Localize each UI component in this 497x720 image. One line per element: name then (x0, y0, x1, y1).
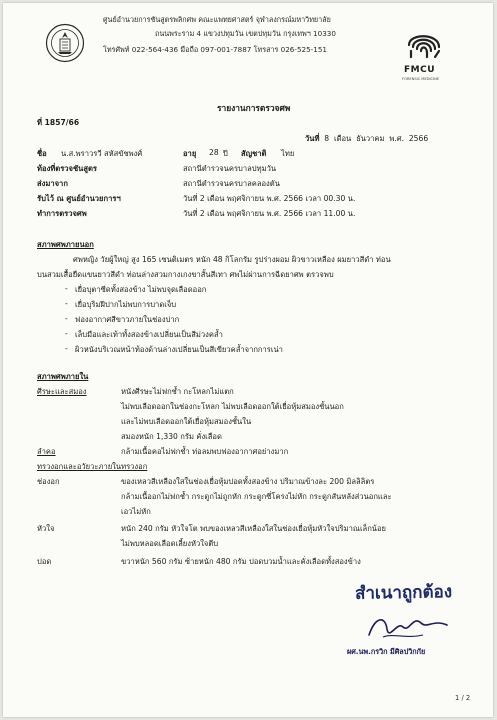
field-nationality-value: ไทย (281, 149, 295, 158)
field-age-unit: ปี (223, 149, 228, 158)
header-line-3: โทรศัพท์ 022-564-436 มือถือ 097-001-7887 โทรสาร 026-525-151 (103, 45, 327, 54)
external-paragraph-line-1: ศพหญิง วัยผู้ใหญ่ สูง 165 เซนติเมตร หนัก 48 กิโลกรัม รูปร่างผอม ผิวขาวเหลือง ผมยาวสีดำ ท่อน (73, 255, 391, 264)
date-year-label: พ.ศ. (389, 134, 405, 143)
neck-line: กล้ามเนื้อคอไม่ฟกช้ำ ท่อลมพบฟองอากาศอย่างมาก (121, 447, 289, 456)
chest-cavity-line: กล้ามเนื้ออกไม่ฟกช้ำ กระดูกไม่ถูกหัก กระดูกซี่โครงไม่หัก กระดูกสันหลังส่วนอกและ (121, 492, 392, 501)
university-seal-icon (45, 23, 85, 63)
internal-heading: สภาพศพภายใน (37, 372, 89, 381)
field-jurisdiction-value: สถานีตำรวจนครบาลปทุมวัน (183, 164, 277, 173)
head-brain-line: หนังศีรษะไม่ฟกช้ำ กะโหลกไม่แตก (121, 387, 234, 396)
field-nationality-label: สัญชาติ (241, 149, 267, 158)
lung-line: ขวาหนัก 560 กรัม ซ้ายหนัก 480 กรัม ปอดบวมน้ำและคั่งเลือดทั้งสองข้าง (121, 557, 361, 566)
page-number: 1 / 2 (455, 694, 471, 702)
field-sent-from-label: ส่งมาจาก (37, 179, 68, 188)
signature-name: ผศ.นพ.กรวิก มีศิลปวิกกัย (347, 647, 426, 656)
external-bullet: - เยื่อบุริมฝีปากไม่พบการบาดเจ็บ (75, 299, 176, 311)
date-month: ธันวาคม (356, 134, 385, 143)
head-brain-line: ไม่พบเลือดออกในช่องกะโหลก ไม่พบเลือดออกใต้เยื่อหุ้มสมองชั้นนอก (121, 402, 344, 411)
report-title: รายงานการตรวจศพ (217, 103, 291, 113)
field-age-label: อายุ (183, 149, 197, 158)
external-heading: สภาพศพภายนอก (37, 240, 94, 249)
external-bullet: - เล็บมือและเท้าทั้งสองข้างเปลี่ยนเป็นสีม่วงคล้ำ (75, 329, 223, 341)
external-bullet: - เยื่อบุตาซีดทั้งสองข้าง ไม่พบจุดเลือดออก (75, 284, 206, 296)
heart-line: หนัก 240 กรัม หัวใจโต พบของเหลวสีเหลืองใสในช่องเยื่อหุ้มหัวใจปริมาณเล็กน้อย (121, 524, 386, 533)
fmcu-logo-text: FMCU (404, 65, 436, 75)
head-brain-label: ศีรษะและสมอง (37, 387, 87, 396)
field-sent-from-value: สถานีตำรวจนครบาลคลองตัน (183, 179, 280, 188)
fmcu-logo-subtext: FORENSIC MEDICINE (402, 77, 440, 81)
heart-label: หัวใจ (37, 524, 55, 533)
field-name-value: น.ส.พราวรวี สหัสขัชพงศ์ (61, 149, 143, 158)
date-day: 8 (324, 134, 330, 143)
field-jurisdiction-label: ท้องที่ตรวจชันสูตร (37, 164, 97, 173)
date-month-label: เดือน (333, 134, 352, 143)
header-line-2: ถนนพระราม 4 แขวงปทุมวัน เขตปทุมวัน กรุงเทพฯ 10330 (155, 29, 336, 38)
head-brain-line: และไม่พบเลือดออกใต้เยื่อหุ้มสมองชั้นใน (121, 417, 252, 426)
signature-scribble-icon (363, 607, 453, 647)
field-received-value: วันที่ 2 เดือน พฤศจิกายน พ.ศ. 2566 เวลา 00.30 น. (183, 194, 356, 203)
date-year: 2566 (408, 134, 429, 143)
document-number: ที่ 1857/66 (37, 118, 80, 127)
field-exam-value: วันที่ 2 เดือน พฤศจิกายน พ.ศ. 2566 เวลา 11.00 น. (183, 209, 356, 218)
field-exam-label: ทำการตรวจศพ (37, 209, 87, 218)
chest-heading: ทรวงอกและอวัยวะภายในทรวงอก (37, 462, 148, 471)
external-bullet: - ฟองอากาศสีขาวภายในช่องปาก (75, 314, 179, 326)
header-line-1: ศูนย์อำนวยการชันสูตรพลิกศพ คณะแพทยศาสตร์ จุฬาลงกรณ์มหาวิทยาลัย (103, 15, 331, 24)
document-page (3, 3, 493, 717)
field-age-value: 28 (209, 148, 219, 157)
chest-cavity-line: ของเหลวสีเหลืองใสในช่องเยื่อหุ้มปอดทั้งสองข้าง ปริมาณข้างละ 200 มิลลิลิตร (121, 477, 375, 486)
report-date (305, 133, 428, 145)
chest-cavity-label: ช่องอก (37, 477, 60, 486)
external-bullet: - ผิวหนังบริเวณหน้าท้องด้านล่างเปลี่ยนเป็นสีเขียวคล้ำจากการเน่า (75, 344, 283, 356)
field-name-label: ชื่อ (37, 149, 47, 158)
lung-label: ปอด (37, 557, 52, 566)
chest-cavity-line: เอวไม่หัก (121, 507, 151, 516)
external-paragraph-line-2: บนสวมเสื้อยืดแขนยาวสีดำ ท่อนล่างสวมกางเกงขาสั้นสีเทา ศพไม่ผ่านการฉีดยาศพ ตรวจพบ (37, 270, 334, 279)
certified-copy-stamp: สำเนาถูกต้อง (354, 582, 453, 604)
field-received-label: รับไว้ ณ ศูนย์อำนวยการฯ (37, 194, 121, 203)
heart-line: ไม่พบหลอดเลือดเลี้ยงหัวใจตีบ (121, 539, 219, 548)
date-day-label: วันที่ (305, 134, 320, 143)
neck-label: ลำคอ (37, 447, 56, 456)
head-brain-line: สมองหนัก 1,330 กรัม คั่งเลือด (121, 432, 222, 441)
